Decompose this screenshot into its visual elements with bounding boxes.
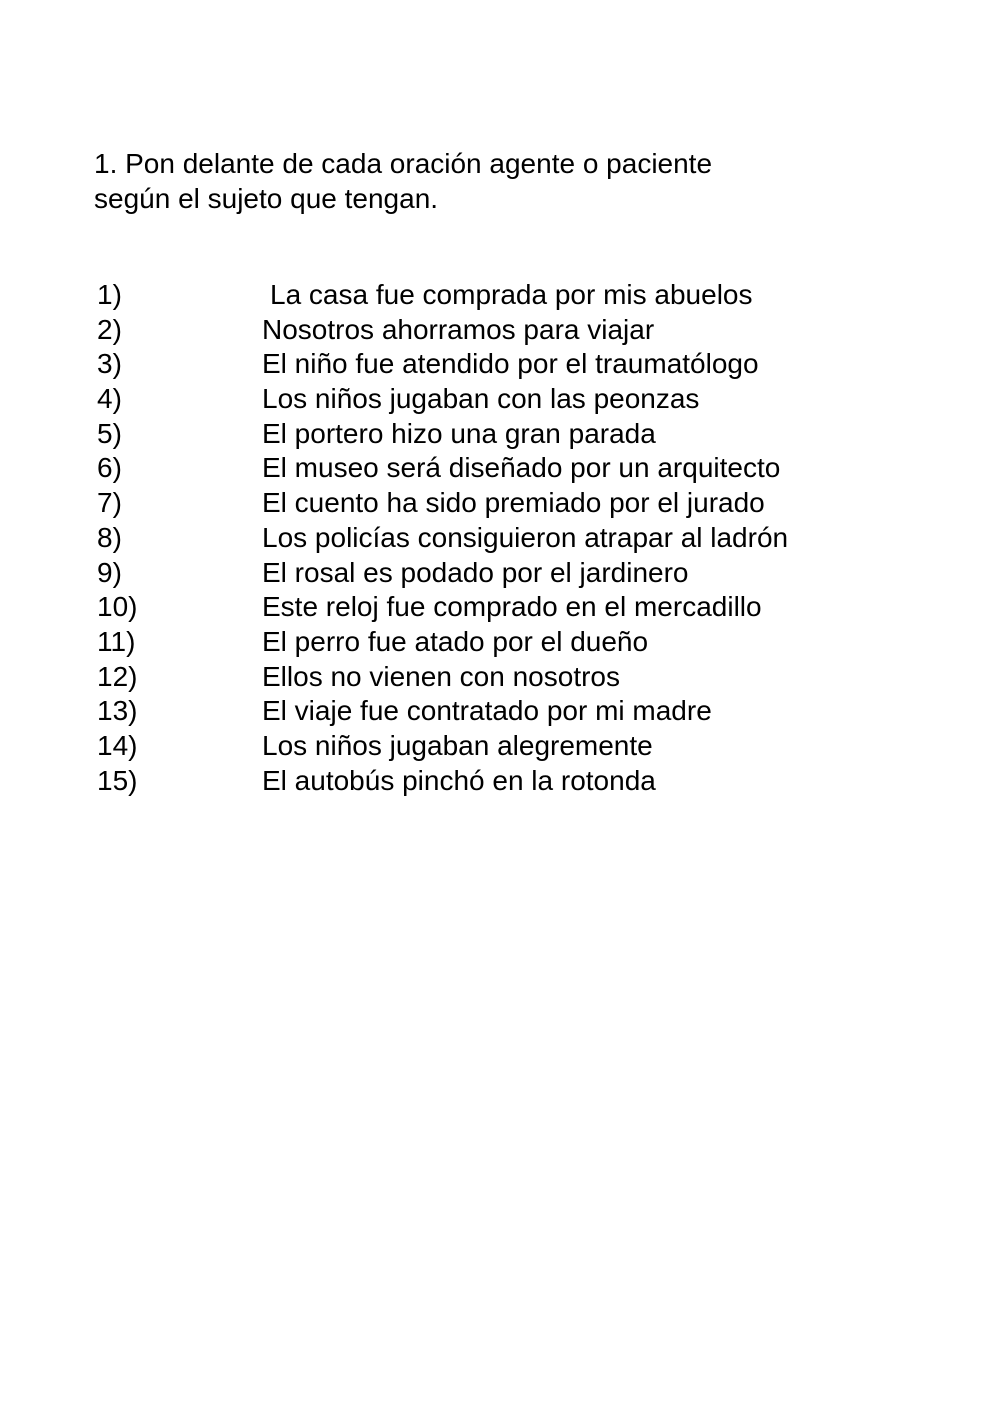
item-sentence: El viaje fue contratado por mi madre — [262, 695, 712, 727]
item-number: 7) — [97, 487, 122, 519]
list-item — [97, 451, 957, 486]
item-sentence: Los policías consiguieron atrapar al ladrón — [262, 521, 789, 553]
instructions-line-1: 1. Pon delante de cada oración agente o paciente — [94, 148, 713, 179]
list-item — [97, 486, 957, 521]
item-sentence: El niño fue atendido por el traumatólogo — [262, 348, 759, 380]
item-number: 11) — [97, 625, 136, 657]
item-number: 12) — [97, 660, 138, 692]
item-sentence: Los niños jugaban alegremente — [262, 729, 653, 761]
item-sentence: El museo será diseñado por un arquitecto — [262, 452, 781, 484]
item-number: 4) — [97, 383, 122, 415]
item-sentence: Los niños jugaban con las peonzas — [262, 383, 700, 415]
item-number: 9) — [97, 556, 122, 588]
instructions — [94, 146, 854, 216]
list-item — [97, 521, 957, 556]
list-item — [97, 382, 957, 417]
list-item — [97, 660, 957, 695]
item-number: 8) — [97, 521, 122, 553]
item-number: 13) — [97, 695, 138, 727]
item-sentence: El autobús pinchó en la rotonda — [262, 764, 656, 796]
item-sentence: Este reloj fue comprado en el mercadillo — [262, 591, 762, 623]
item-number: 3) — [97, 348, 122, 380]
item-sentence: El perro fue atado por el dueño — [262, 625, 649, 657]
item-number: 1) — [97, 279, 122, 310]
item-number: 2) — [97, 313, 122, 345]
item-number: 5) — [97, 417, 122, 449]
item-sentence: El portero hizo una gran parada — [262, 417, 656, 449]
item-number: 6) — [97, 452, 122, 484]
list-item — [97, 313, 957, 348]
instructions-line-2: según el sujeto que tengan. — [94, 183, 439, 214]
item-number: 15) — [97, 764, 138, 796]
item-sentence: El cuento ha sido premiado por el jurado — [262, 487, 765, 519]
list-item — [97, 556, 957, 591]
item-sentence: Nosotros ahorramos para viajar — [262, 313, 655, 345]
item-number: 10) — [97, 591, 138, 623]
list-item — [97, 417, 957, 452]
item-sentence: El rosal es podado por el jardinero — [262, 556, 689, 588]
list-item — [97, 729, 957, 764]
list-item — [97, 764, 957, 799]
list-item — [97, 590, 957, 625]
item-sentence: La casa fue comprada por mis abuelos — [270, 279, 753, 310]
item-sentence: Ellos no vienen con nosotros — [262, 660, 620, 692]
exercise-list — [97, 278, 957, 798]
list-item — [97, 278, 957, 313]
list-item — [97, 694, 957, 729]
list-item — [97, 347, 957, 382]
list-item — [97, 625, 957, 660]
item-number: 14) — [97, 729, 138, 761]
